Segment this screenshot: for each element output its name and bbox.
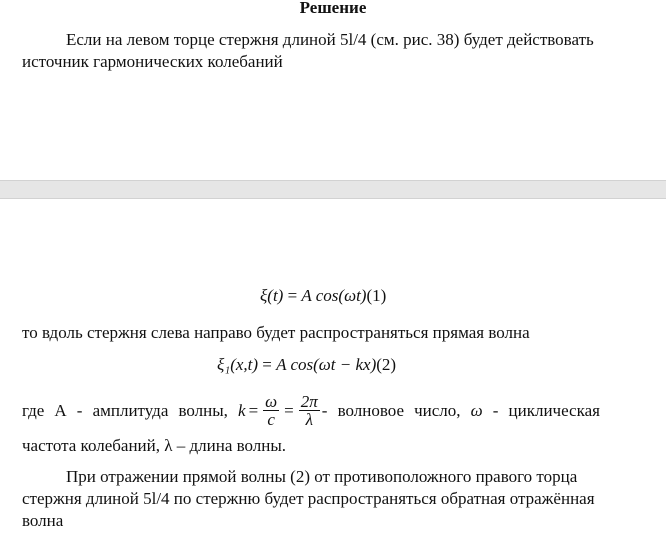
word: А (54, 400, 67, 420)
word: волновое (337, 400, 404, 420)
page-title: Решение (299, 0, 367, 17)
word: - (321, 400, 328, 420)
word: число, (414, 400, 461, 420)
eq1-lhs: ξ(t) (260, 286, 284, 305)
para4-line1: При отражении прямой волны (2) от противоположного правого торца (66, 467, 578, 486)
word: волны, (178, 400, 228, 420)
para1-line2: источник гармонических колебаний (22, 52, 283, 71)
eq2-number: (2) (376, 355, 397, 374)
word: где (22, 400, 45, 420)
eq1-number: (1) (366, 286, 387, 305)
eq2-rhs: A cos(ωt − kx) (276, 355, 377, 374)
fraction-denominator: c (267, 410, 275, 429)
eq2-equals: = (262, 355, 272, 374)
page-break (0, 180, 666, 199)
word: - (76, 400, 83, 420)
equals-sign: = (248, 400, 259, 420)
para3-line1 (22, 393, 600, 428)
para4-line2: стержня длиной 5l/4 по стержню будет распространяться обратная отражённая (22, 489, 595, 508)
eq1-rhs: A cos(ωt) (301, 286, 367, 305)
wavenumber-formula (238, 393, 327, 428)
equation-1 (260, 286, 386, 306)
fraction-omega-c (263, 393, 279, 428)
k-symbol: k (238, 400, 246, 420)
para3-line2: частота колебаний, λ – длина волны. (22, 436, 287, 455)
para2: то вдоль стержня слева направо будет распространяться прямая волна (22, 323, 530, 342)
word: циклическая (508, 400, 600, 420)
word: амплитуда (92, 400, 169, 420)
fraction-2pi-lambda (299, 393, 320, 428)
para1-line1: Если на левом торце стержня длиной 5l/4 (см. рис. 38) будет действовать (66, 30, 594, 49)
para4-line3: волна (22, 511, 64, 530)
equation-2 (217, 355, 396, 375)
fraction-denominator: λ (305, 410, 313, 429)
fraction-numerator: ω (265, 392, 278, 411)
fraction-numerator: 2π (300, 392, 318, 411)
equals-sign: = (284, 400, 294, 420)
eq2-lhs: ξ₁(x,t) (217, 355, 259, 374)
eq1-equals: = (287, 286, 298, 305)
omega-symbol: ω (470, 400, 483, 420)
word: - (492, 400, 499, 420)
